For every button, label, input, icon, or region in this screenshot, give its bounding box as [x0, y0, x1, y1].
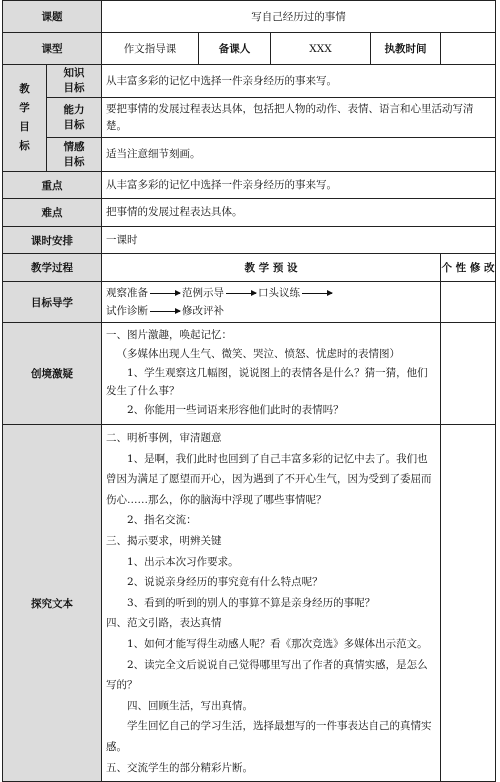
situation-personal-edit	[441, 323, 496, 425]
row-explore	[3, 425, 496, 782]
guide-step: 口头议练	[258, 287, 300, 299]
situation-content	[102, 323, 441, 425]
hours-text: 一课时	[102, 227, 496, 254]
guide-step: 修改评补	[182, 305, 224, 317]
guide-personal-edit	[441, 282, 496, 323]
process-label: 教学过程	[3, 254, 102, 282]
difficulty-label: 难点	[3, 199, 102, 227]
explore-label: 探究文本	[3, 425, 102, 782]
situation-line: 一、图片激趣，唤起记忆：	[106, 329, 232, 341]
date-label: 执教时间	[371, 33, 441, 65]
row-type	[3, 33, 496, 65]
arrow-icon	[226, 293, 256, 294]
lesson-plan-table	[2, 0, 496, 782]
row-situation	[3, 323, 496, 425]
guide-step: 试作诊断	[106, 305, 148, 317]
topic-label: 课题	[3, 1, 102, 33]
explore-personal-edit	[441, 425, 496, 782]
explore-line: 2、指名交流：	[127, 514, 197, 527]
key-point-label: 重点	[3, 172, 102, 199]
guide-flow	[102, 282, 441, 323]
goal-knowledge-label: 知识 目标	[47, 65, 102, 98]
explore-line: 三、揭示要求，明辨关键	[106, 534, 222, 547]
row-key-point	[3, 172, 496, 199]
explore-line: 四、范文引路，表达真情	[106, 617, 222, 630]
preparer-value: XXX	[271, 33, 371, 65]
situation-label: 创境激疑	[3, 323, 102, 425]
row-difficulty	[3, 199, 496, 227]
row-topic	[3, 1, 496, 33]
explore-line: 1、如何才能写得生动感人呢？看《那次竞选》多媒体出示范文。	[127, 637, 428, 650]
personal-edit-header: 个 性 修 改	[441, 254, 496, 282]
row-guide	[3, 282, 496, 323]
row-goal-ability	[3, 98, 496, 138]
explore-line: 2、读完全文后说说自己觉得哪里写出了作者的真情实感，是怎么写的？	[106, 658, 428, 692]
type-value: 作文指导课	[102, 33, 199, 65]
explore-content	[102, 425, 441, 782]
preparer-label: 备课人	[199, 33, 271, 65]
topic-value: 写自己经历过的事情	[102, 1, 496, 33]
goals-label: 教 学 目 标	[3, 65, 47, 172]
explore-line: 1、是啊，我们此时也回到了自己丰富多彩的记忆中去了。我们也曾因为满足了愿望而开心，因为遇到了不开心生气，因为受到了委屈而伤心……那么，你的脑海中浮现了哪些事情呢？	[106, 452, 432, 506]
goal-ability-text: 要把事情的发展过程表达具体，包括把人物的动作、表情、语言和心里活动写清楚。	[102, 98, 496, 138]
situation-line: 1、学生观察这几幅图，说说图上的表情各是什么？猜一猜，他们发生了什么事？	[106, 366, 428, 398]
row-process-header	[3, 254, 496, 282]
guide-step: 观察准备	[106, 287, 148, 299]
type-label: 课型	[3, 33, 102, 65]
arrow-icon	[150, 311, 180, 312]
guide-label: 目标导学	[3, 282, 102, 323]
hours-label: 课时安排	[3, 227, 102, 254]
date-value	[441, 33, 496, 65]
explore-line: 2、说说亲身经历的事究竟有什么特点呢？	[127, 576, 323, 589]
difficulty-text: 把事情的发展过程表达具体。	[102, 199, 496, 227]
plan-header: 教 学 预 设	[102, 254, 441, 282]
key-point-text: 从丰富多彩的记忆中选择一件亲身经历的事来写。	[102, 172, 496, 199]
guide-step: 范例示导	[182, 287, 224, 299]
situation-line: （多媒体出现人生气、微笑、哭泣、愤怒、忧虑时的表情图）	[116, 347, 400, 360]
row-goal-knowledge	[3, 65, 496, 98]
explore-line: 四、回顾生活，写出真情。	[127, 699, 253, 712]
row-hours	[3, 227, 496, 254]
explore-line: 1、出示本次习作要求。	[127, 555, 239, 568]
explore-line: 学生回忆自己的学习生活，选择最想写的一件事表达自己的真情实感。	[106, 720, 432, 753]
explore-line: 3、看到的听到的别人的事算不算是亲身经历的事呢？	[127, 596, 376, 609]
goal-emotion-label: 情感 目标	[47, 138, 102, 172]
row-goal-emotion	[3, 138, 496, 172]
situation-line: 2、你能用一些词语来形容他们此时的表情吗？	[127, 404, 344, 417]
arrow-icon	[302, 293, 332, 294]
goal-emotion-text: 适当注意细节刻画。	[102, 138, 496, 172]
goal-knowledge-text: 从丰富多彩的记忆中选择一件亲身经历的事来写。	[102, 65, 496, 98]
explore-line: 五、交流学生的部分精彩片断。	[106, 761, 253, 774]
explore-line: 二、明析事例，审清题意	[106, 432, 222, 444]
goal-ability-label: 能力 目标	[47, 98, 102, 138]
arrow-icon	[150, 293, 180, 294]
